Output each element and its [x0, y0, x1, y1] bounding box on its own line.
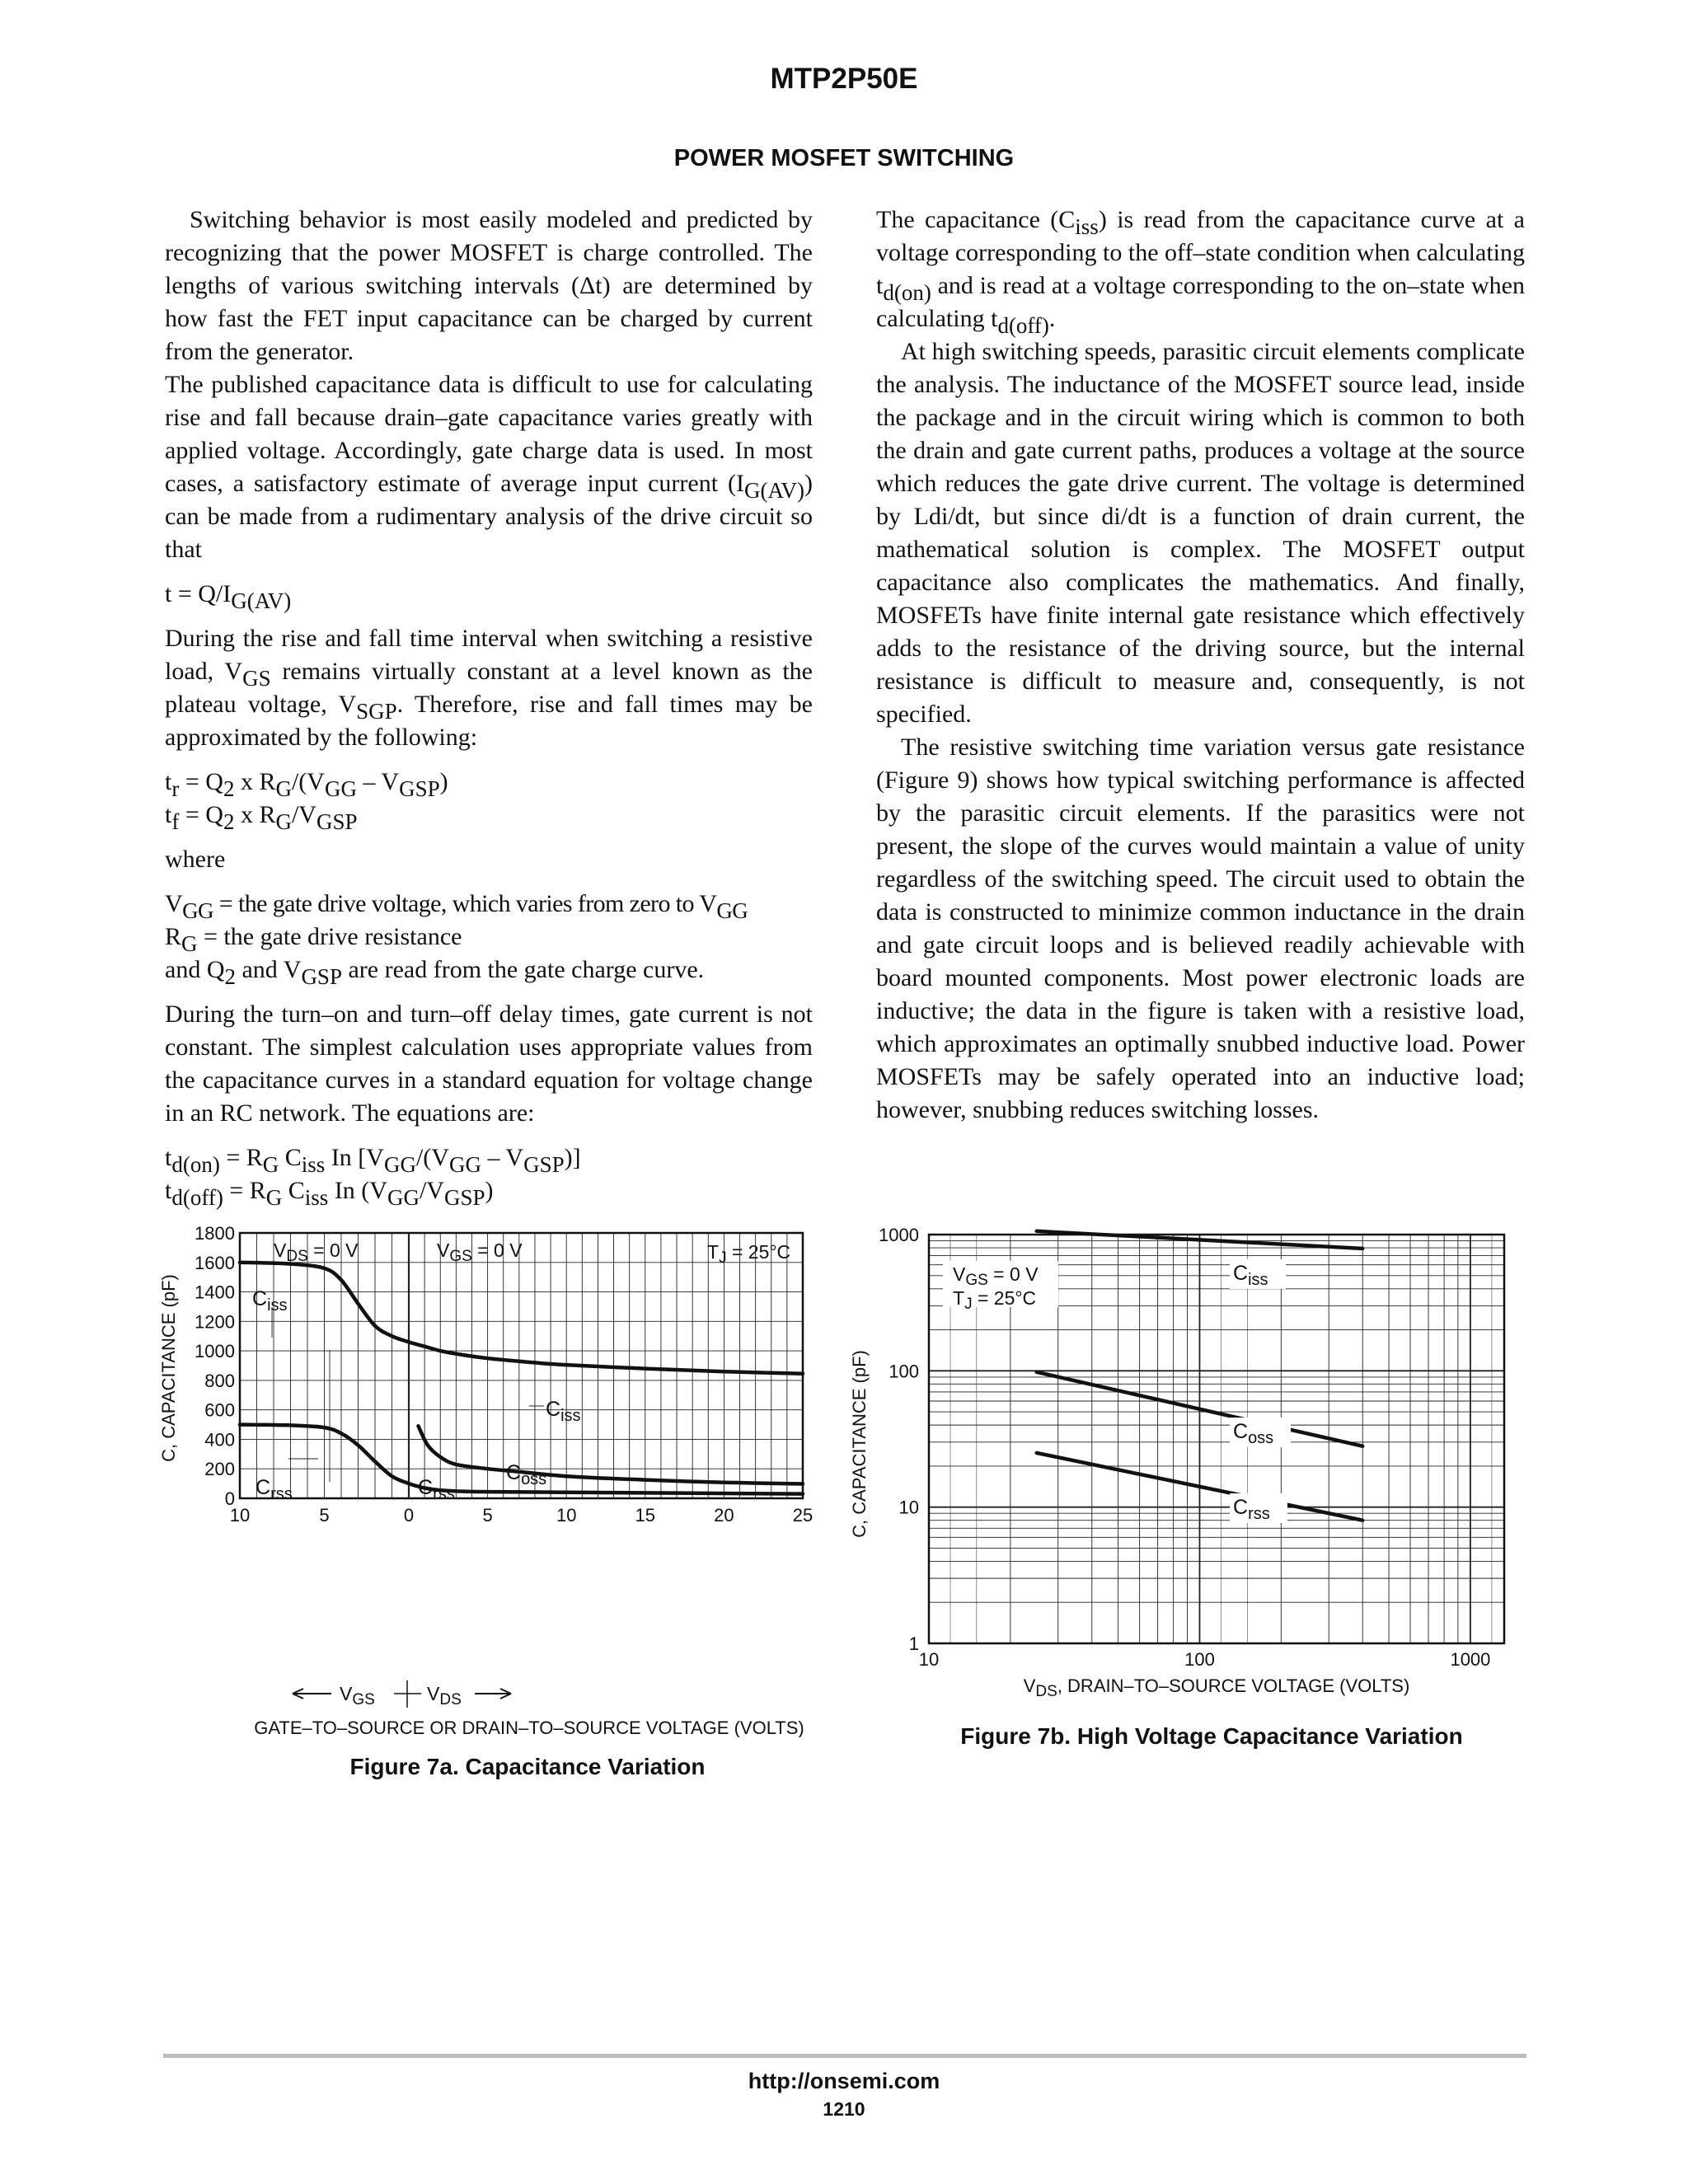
- y-tick-label: 1800: [195, 1223, 235, 1244]
- paragraph-r2: At high switching speeds, parasitic circuit elements complicate the analysis. The inductance of the MOSFET source lead, inside the package and in the circuit wiring which is common to both the drain and gate current paths, produces a voltage at the source which reduces the gate drive current. The voltage is determined by Ldi/dt, but since di/dt is a function of drain current, the mathematical solution is complex. The MOSFET output capacitance also complicates the mathematics. And finally, MOSFETs have finite internal gate resistance which effectively adds to the resistance of the driving source, but the internal resistance is difficult to measure and, consequently, is not specified.: [876, 338, 1525, 728]
- paragraph-r1: The capacitance $(C_{iss})$ is read from the capacitance curve at a voltage corresponding to the off–state condition when calculating $t_{d(on)}$ and is read at a voltage corresponding to the on–state when calculating $t_{d(off)}$.: [876, 206, 1525, 339]
- y-axis-label-7a: C, CAPACITANCE (pF): [158, 1274, 179, 1462]
- x-tick-label: 5: [319, 1505, 330, 1526]
- y-tick-label: 1200: [195, 1311, 235, 1333]
- x-axis-label-7b: VDS, DRAIN–TO–SOURCE VOLTAGE (VOLTS): [1023, 1675, 1410, 1700]
- cross-icon: [394, 1680, 421, 1708]
- definition-rg: $R_G$ = the gate drive resistance: [165, 923, 462, 957]
- label-crss-left: $C_{rss}$: [256, 1476, 293, 1503]
- annotation-tj: $T_J = 25^\circ C$: [707, 1241, 791, 1267]
- x-axis-label-7a: GATE–TO–SOURCE OR DRAIN–TO–SOURCE VOLTAGE (VOLTS): [254, 1718, 804, 1737]
- figure-7b: [841, 1220, 1525, 1714]
- y-tick-label: 10: [898, 1497, 919, 1518]
- figure-7a-svg: [148, 1218, 832, 1737]
- label-ciss-right: $C_{iss}$: [546, 1398, 581, 1425]
- paragraph-1: Switching behavior is most easily modeled and predicted by recognizing that the power MOSFET is charge controlled. The lengths of various switching intervals (Δt) are determined by how fast the FET input capacitance can be charged by current from the generator.: [165, 206, 813, 365]
- x-ticks-7a: [230, 1505, 813, 1526]
- y-tick-label: 0: [224, 1488, 235, 1509]
- x-tick-label: 5: [482, 1505, 493, 1526]
- footer-rule: [163, 2054, 1526, 2058]
- section-heading: POWER MOSFET SWITCHING: [673, 145, 1015, 171]
- y-tick-label: 1600: [195, 1252, 235, 1273]
- y-tick-label: 1000: [195, 1341, 235, 1362]
- y-tick-label: 400: [204, 1429, 235, 1451]
- y-tick-label: 100: [889, 1361, 919, 1382]
- y-tick-label: 1400: [195, 1282, 235, 1303]
- label-ciss-7b: $C_{iss}$: [1233, 1262, 1268, 1289]
- label-ciss-left: $C_{iss}$: [252, 1287, 288, 1315]
- label-coss: $C_{oss}$: [506, 1461, 547, 1488]
- equation-tr: $t_r = Q_2$ x $R_G/(V_{GG} - V_{GSP})$: [165, 768, 448, 802]
- direction-vgs: $V_{GS}$: [340, 1683, 375, 1708]
- x-tick-label: 10: [918, 1649, 940, 1670]
- x-tick-label: 25: [792, 1505, 814, 1526]
- x-tick-label: 15: [635, 1505, 656, 1526]
- x-tick-label: 0: [403, 1505, 415, 1526]
- y-tick-label: 600: [204, 1399, 235, 1421]
- y-tick-label: 1000: [879, 1225, 919, 1245]
- equation-tdon: $t_{d(on)} = R_G$ $C_{iss}$ In $[V_{GG}/(V_{GG} - V_{GSP})]$: [165, 1144, 581, 1178]
- definition-vgg: $V_{GG}$ = the gate drive voltage, which varies from zero to $V_{GG}$: [165, 890, 748, 924]
- definition-q2: and $Q_2$ and $V_{GSP}$ are read from the gate charge curve.: [165, 956, 705, 990]
- figure-7b-svg: [841, 1220, 1525, 1714]
- y-ticks-7b: [879, 1225, 919, 1654]
- x-ticks-7b: [919, 1649, 1491, 1670]
- label-crss-mid: $C_{rss}$: [418, 1476, 455, 1503]
- y-tick-label: 200: [204, 1459, 235, 1480]
- x-tick-label: 100: [1184, 1649, 1215, 1670]
- paragraph-3: During the rise and fall time interval when switching a resistive load, $V_{GS}$ remains virtually constant at a level known as the plateau voltage, $V_{SGP}$. Therefore, rise and fall times may be approximated by the following:: [165, 625, 813, 751]
- annotation-tj-7b: $T_J = 25^\circ C$: [953, 1287, 1037, 1313]
- figure-7a-caption: Figure 7a. Capacitance Variation: [349, 1754, 706, 1779]
- paragraph-r3: The resistive switching time variation versus gate resistance (Figure 9) shows how typical switching performance is affected by the parasitic circuit elements. If the parasitics were not present, the slope of the curves would maintain a value of unity regardless of the switching speed. The circuit used to obtain the data is constructed to minimize common inductance in the drain and gate circuit loops and is believed readily achievable with board mounted components. Most power electronic loads are inductive; the data in the figure is taken with a resistive load, which approximates an optimally snubbed inductive load. Power MOSFETs may be safely operated into an inductive load; however, snubbing reduces switching losses.: [876, 733, 1525, 1123]
- x-tick-label: 10: [229, 1505, 251, 1526]
- equation-tf: $t_f = Q_2$ x $R_G/V_{GSP}$: [165, 801, 358, 835]
- footer-url[interactable]: http://onsemi.com: [748, 2069, 940, 2093]
- label-coss-7b: $C_{oss}$: [1233, 1420, 1274, 1447]
- figure-7a: [148, 1218, 832, 1737]
- y-tick-label: 800: [204, 1370, 235, 1391]
- page-number: 1210: [823, 2098, 865, 2120]
- right-column: [876, 204, 1525, 1127]
- page-title: MTP2P50E: [770, 63, 918, 95]
- left-column: [165, 204, 813, 1211]
- paragraph-4: During the turn–on and turn–off delay times, gate current is not constant. The simplest calculation uses appropriate values from the capacitance curves in a standard equation for voltage change in an RC network. The equations are:: [165, 1001, 813, 1127]
- where-label: where: [165, 846, 226, 873]
- y-tick-label: 1: [908, 1633, 919, 1654]
- equation-t: $t = Q/I_{G(AV)}$: [165, 580, 292, 614]
- paragraph-2: The published capacitance data is difficult to use for calculating rise and fall because drain–gate capacitance varies greatly with applied voltage. Accordingly, gate charge data is used. In most cases, a satisfactory estimate of average input current $(I_{G(AV)})$ can be made from a rudimentary analysis of the drive circuit so that: [165, 371, 813, 563]
- annotation-vds-0v: $V_{DS} = 0$ V: [274, 1240, 359, 1265]
- y-ticks-7a: [195, 1223, 235, 1509]
- equation-tdoff: $t_{d(off)} = R_G$ $C_{iss}$ In $(V_{GG}/V_{GSP})$: [165, 1177, 494, 1211]
- annotation-vgs-0v-7b: $V_{GS} = 0$ V: [953, 1263, 1039, 1289]
- x-tick-label: 1000: [1450, 1649, 1491, 1670]
- left-arrow-icon: [293, 1689, 331, 1699]
- annotation-vgs-0v: $V_{GS} = 0$ V: [437, 1240, 523, 1265]
- grid-7a: [240, 1233, 803, 1498]
- direction-vds: $V_{DS}$: [427, 1683, 462, 1708]
- x-tick-label: 10: [556, 1505, 577, 1526]
- label-crss-7b: $C_{rss}$: [1233, 1496, 1270, 1523]
- figure-7b-caption: Figure 7b. High Voltage Capacitance Variation: [960, 1723, 1463, 1749]
- x-tick-label: 20: [714, 1505, 734, 1526]
- series-line-coss: [419, 1426, 804, 1483]
- right-arrow-icon: [475, 1689, 511, 1699]
- y-axis-label-7b: C, CAPACITANCE (pF): [849, 1350, 870, 1538]
